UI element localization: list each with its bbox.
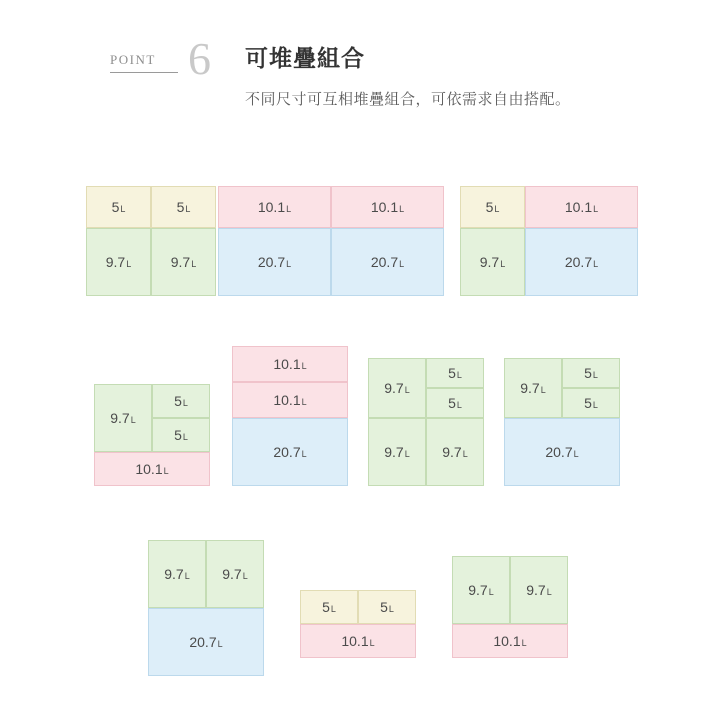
cell-label: 9.7L (164, 566, 190, 582)
cell-label: 10.1L (257, 199, 292, 215)
cell-label: 10.1L (370, 199, 405, 215)
page-subtitle: 不同尺寸可互相堆疊組合，可依需求自由搭配。 (245, 91, 571, 108)
cell-label: 9.7L (384, 444, 410, 460)
cell-97l (452, 556, 510, 624)
cell-label: 5L (111, 199, 126, 215)
combo-1 (86, 186, 216, 296)
cell-97l (148, 540, 206, 608)
cell-5l (152, 418, 210, 452)
cell-97l (460, 228, 525, 296)
cell-label: 10.1L (564, 199, 599, 215)
cell-97l (368, 358, 426, 418)
cell-label: 9.7L (442, 444, 468, 460)
cell-101l (94, 452, 210, 486)
cell-label: 5L (584, 395, 598, 411)
cell-101l (218, 186, 331, 228)
page-title: 可堆疊組合 (245, 45, 365, 71)
cell-label: 20.7L (564, 254, 599, 270)
cell-label: 20.7L (370, 254, 405, 270)
cell-207l (331, 228, 444, 296)
cell-5l (562, 358, 620, 388)
cell-label: 9.7L (520, 380, 546, 396)
cell-101l (452, 624, 568, 658)
cell-101l (525, 186, 638, 228)
cell-label: 9.7L (384, 380, 410, 396)
cell-97l (206, 540, 264, 608)
cell-label: 9.7L (105, 254, 132, 270)
cell-97l (151, 228, 216, 296)
cell-5l (152, 384, 210, 418)
cell-101l (232, 346, 348, 382)
cell-label: 20.7L (273, 444, 307, 460)
cell-label: 10.1L (273, 392, 307, 408)
cell-207l (148, 608, 264, 676)
cell-5l (151, 186, 216, 228)
cell-label: 9.7L (479, 254, 506, 270)
cell-label: 9.7L (468, 582, 494, 598)
cell-5l (562, 388, 620, 418)
cell-label: 10.1L (273, 356, 307, 372)
cell-label: 5L (448, 365, 462, 381)
cell-97l (86, 228, 151, 296)
cell-label: 5L (322, 599, 336, 615)
cell-label: 5L (584, 365, 598, 381)
point-underline (110, 72, 178, 73)
combo-3 (460, 186, 638, 296)
cell-101l (232, 382, 348, 418)
cell-5l (300, 590, 358, 624)
cell-label: 10.1L (341, 633, 375, 649)
cell-label: 10.1L (493, 633, 527, 649)
cell-label: 5L (176, 199, 191, 215)
cell-5l (426, 358, 484, 388)
cell-label: 5L (174, 427, 188, 443)
point-number: 6 (188, 33, 211, 84)
combo-10 (452, 556, 568, 658)
combo-4 (94, 384, 210, 486)
combo-7 (504, 358, 620, 486)
cell-207l (525, 228, 638, 296)
cell-101l (300, 624, 416, 658)
combo-5 (232, 346, 348, 486)
cell-207l (232, 418, 348, 486)
cell-97l (94, 384, 152, 452)
combo-2 (218, 186, 444, 296)
combo-6 (368, 358, 484, 486)
cell-label: 9.7L (222, 566, 248, 582)
cell-label: 20.7L (189, 634, 223, 650)
cell-5l (358, 590, 416, 624)
header (0, 0, 713, 160)
cell-97l (368, 418, 426, 486)
combo-8 (148, 540, 264, 676)
cell-label: 20.7L (545, 444, 579, 460)
cell-label: 5L (174, 393, 188, 409)
cell-label: 9.7L (110, 410, 136, 426)
cell-label: 5L (380, 599, 394, 615)
cell-label: 9.7L (170, 254, 197, 270)
cell-label: 9.7L (526, 582, 552, 598)
cell-5l (460, 186, 525, 228)
cell-label: 5L (485, 199, 500, 215)
cell-label: 20.7L (257, 254, 292, 270)
cell-label: 10.1L (135, 461, 169, 477)
cell-101l (331, 186, 444, 228)
cell-label: 5L (448, 395, 462, 411)
cell-97l (426, 418, 484, 486)
cell-97l (510, 556, 568, 624)
point-badge (110, 33, 211, 86)
combo-9 (300, 590, 416, 658)
cell-207l (504, 418, 620, 486)
cell-97l (504, 358, 562, 418)
cell-5l (426, 388, 484, 418)
cell-207l (218, 228, 331, 296)
point-label: POINT (110, 52, 156, 67)
cell-5l (86, 186, 151, 228)
